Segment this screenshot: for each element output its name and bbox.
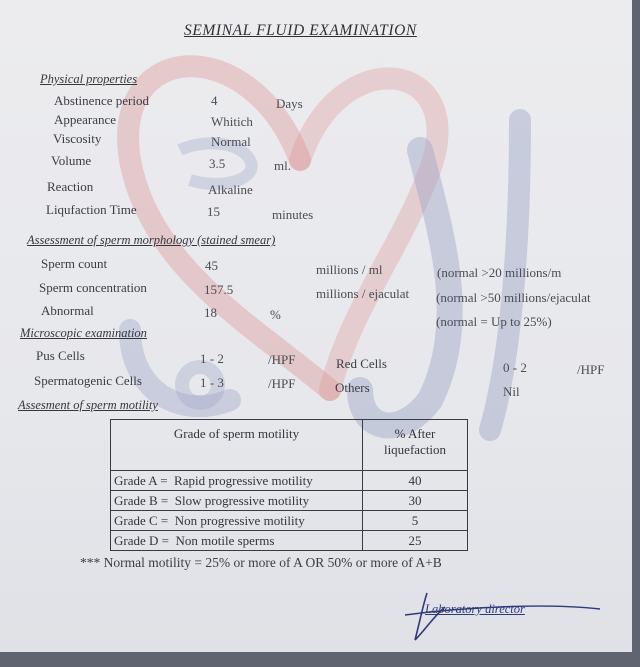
viscosity-value: Normal [211,134,251,149]
sperm-count-label: Sperm count [41,256,108,271]
spermatogenic-label: Spermatogenic Cells [34,373,142,388]
abnormal-label: Abnormal [41,303,94,318]
grade-value: 30 [363,491,468,511]
signature-label: Laboratory director [425,602,525,616]
section-microscopic: Microscopic examination [20,326,147,340]
appearance-label: Appearance [54,112,117,127]
abstinence-label: Abstinence period [54,93,149,108]
abstinence-value: 4 [211,93,218,108]
liquefaction-value: 15 [207,204,220,219]
others-label: Others [335,380,370,395]
header-after-line2: liquefaction [383,442,447,457]
sperm-count-normal: (normal >20 millions/m [437,265,562,280]
pus-cells-value: 1 - 2 [200,351,224,366]
sperm-concentration-value: 157.5 [204,282,234,297]
grade-value: 5 [363,511,468,531]
reaction-label: Reaction [47,179,94,194]
appearance-value: Whitich [211,114,253,129]
spermatogenic-value: 1 - 3 [200,375,224,390]
header-grade: Grade of sperm motility [111,420,363,471]
table-row [111,491,468,511]
grade-value: 25 [363,531,468,551]
grade-value: 40 [363,471,468,491]
grade-cell [111,531,363,551]
grade-desc: Rapid progressive motility [174,472,313,488]
table-row [111,471,468,491]
volume-value: 3.5 [209,156,226,171]
header-after [363,420,468,471]
sperm-count-unit: millions / ml [316,262,383,277]
abstinence-unit: Days [276,96,303,111]
viscosity-label: Viscosity [53,131,102,146]
abnormal-normal: (normal = Up to 25%) [436,314,552,329]
reaction-value: Alkaline [208,182,253,197]
liquefaction-label: Liqufaction Time [46,202,137,217]
grade-label: Grade B = [114,492,169,508]
red-cells-unit: /HPF [577,362,605,377]
volume-unit: ml. [274,158,291,173]
section-physical: Physical properties [40,72,138,86]
sperm-concentration-unit: millions / ejaculat [316,286,410,301]
red-cells-value: 0 - 2 [503,360,527,375]
normal-motility-note: *** Normal motility = 25% or more of A OR 50% or more of A+B [80,555,442,570]
grade-desc: Non progressive motility [174,512,305,528]
sperm-count-value: 45 [205,258,218,273]
table-header-row [111,420,468,471]
pus-cells-label: Pus Cells [36,348,85,363]
spermatogenic-unit: /HPF [268,376,296,391]
grade-cell [111,471,363,491]
volume-label: Volume [51,153,92,168]
grade-label: Grade D = [114,532,169,548]
table-row [111,511,468,531]
abnormal-unit: % [270,307,281,322]
others-value: Nil [503,384,520,399]
motility-table [110,419,468,551]
pus-cells-unit: /HPF [268,352,296,367]
grade-cell [111,511,363,531]
grade-desc: Non motile sperms [175,532,275,548]
grade-cell [111,491,363,511]
header-after-line1: % After [394,426,436,441]
grade-label: Grade C = [114,512,169,528]
sperm-concentration-normal: (normal >50 millions/ejaculat [436,290,591,305]
table-row [111,531,468,551]
red-cells-label: Red Cells [336,356,387,371]
sperm-concentration-label: Sperm concentration [39,280,147,295]
abnormal-value: 18 [204,305,217,320]
report-title: SEMINAL FLUID EXAMINATION [184,22,417,39]
grade-desc: Slow progressive motility [174,492,310,508]
section-motility: Assesment of sperm motility [18,398,158,412]
grade-label: Grade A = [114,472,168,488]
signature-mark [405,585,605,650]
section-morphology: Assessment of sperm morphology (stained smear) [27,233,276,247]
liquefaction-unit: minutes [272,207,314,222]
